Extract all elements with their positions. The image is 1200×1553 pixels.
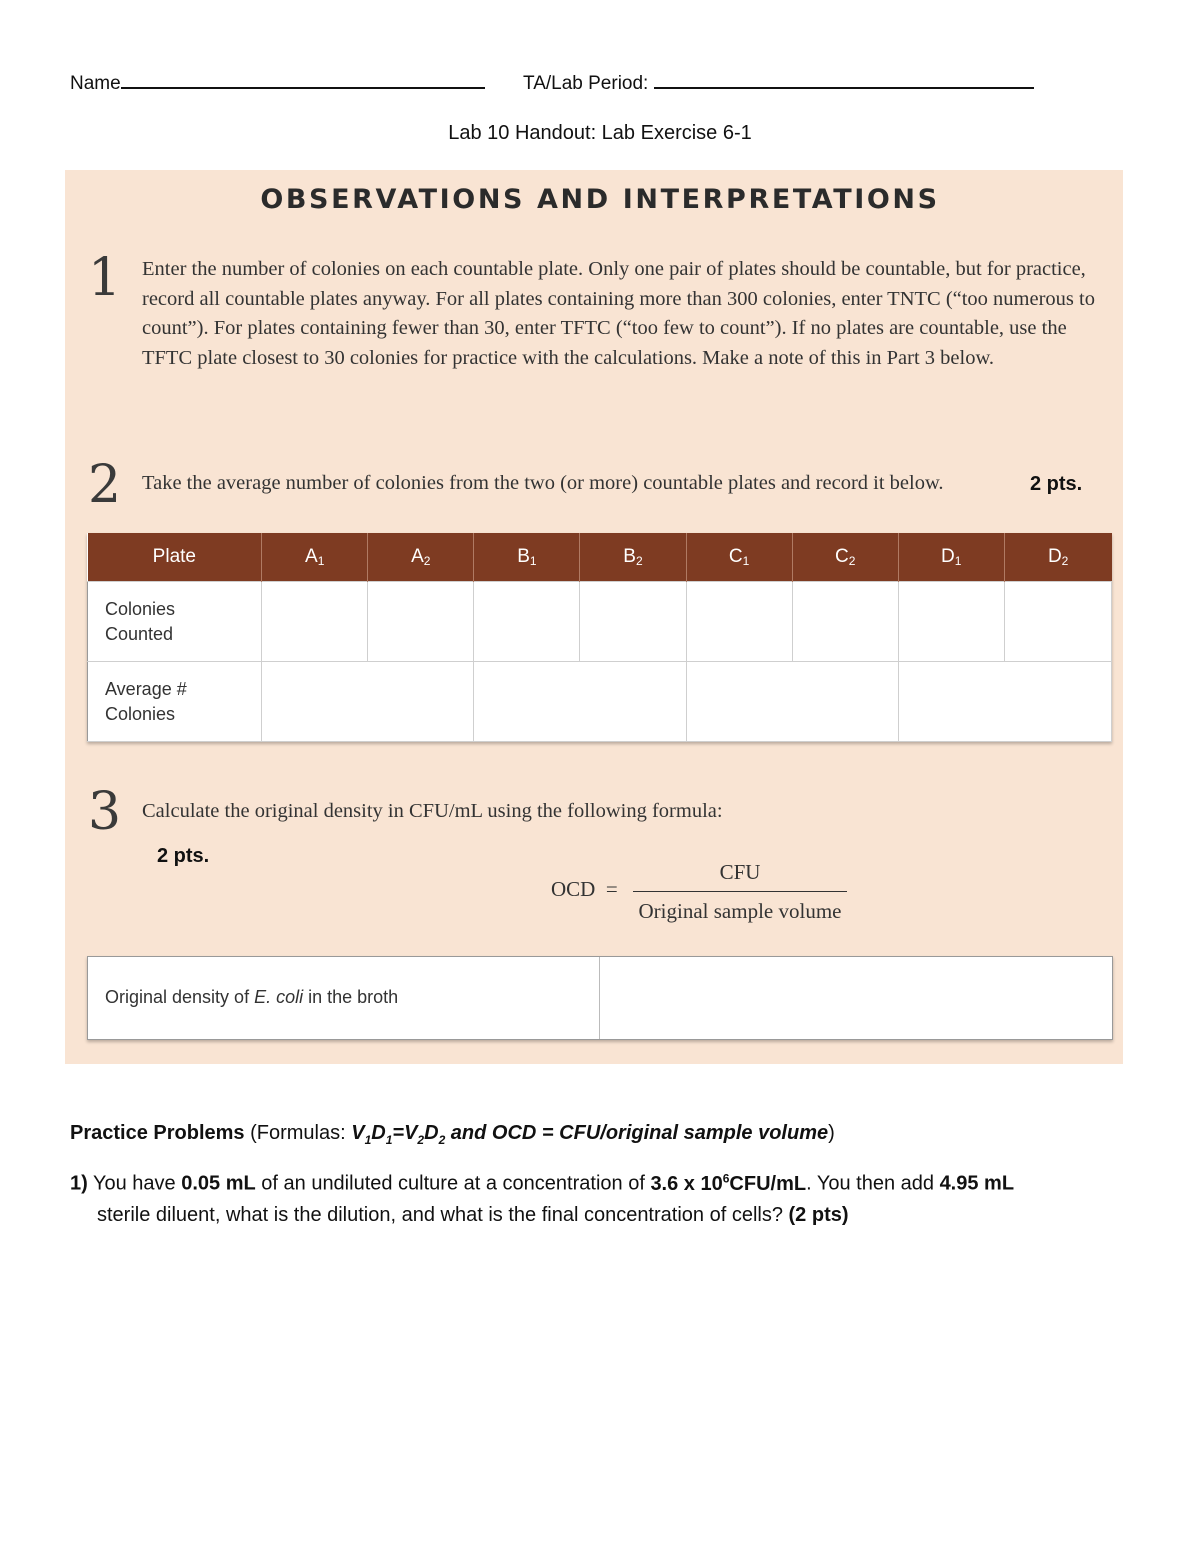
name-label: Name: [70, 73, 121, 94]
colonies-counted-label: Colonies Counted: [88, 582, 262, 662]
plate-d1-header: $D_1$: [898, 533, 1004, 582]
step-3-number: 3: [88, 782, 122, 842]
section-heading: OBSERVATIONS AND INTERPRETATIONS: [260, 184, 940, 215]
step-3-points: 2 pts.: [157, 845, 210, 867]
document-title: Lab 10 Handout: Lab Exercise 6-1: [448, 122, 752, 144]
plate-a2-header: $A_2$: [368, 533, 474, 582]
plate-d2-header: $D_2$: [1004, 533, 1111, 582]
table-row: [88, 662, 1112, 742]
count-cell-c1[interactable]: [686, 582, 792, 662]
practice-problem-1: 1) You have 0.05 mL of an undiluted culture at a concentration of 3.6 x $10^6CFU/mL$. You then add 4.95 mL sterile diluent, what is the dilution, and what is the final concentration of cells? (2 pts): [70, 1171, 1015, 1226]
ta-label: TA/Lab Period:: [523, 73, 649, 94]
formula-numerator: CFU: [719, 860, 761, 884]
formula-denominator: Original sample volume: [638, 899, 842, 923]
step-1-number: 1: [88, 248, 122, 308]
table-header-row: [88, 533, 1112, 582]
original-density-box: [87, 956, 1113, 1040]
plate-b1-header: $B_1$: [474, 533, 580, 582]
step-2-points: 2 pts.: [1030, 473, 1083, 495]
original-density-answer-cell[interactable]: [600, 957, 1112, 1039]
step-3-text: Calculate the original density in CFU/mL using the following formula:: [142, 800, 723, 822]
original-density-label: Original density of E. coli in the broth: [105, 987, 399, 1007]
step-2-number: 2: [88, 455, 122, 515]
ta-lab-period-field[interactable]: [523, 73, 1034, 95]
plate-c1-header: $C_1$: [686, 533, 792, 582]
plate-count-table: [87, 533, 1112, 742]
count-cell-d2[interactable]: [1004, 582, 1111, 662]
plate-c2-header: $C_2$: [792, 533, 898, 582]
average-colonies-label: Average # Colonies: [88, 662, 262, 742]
count-cell-a1[interactable]: [262, 582, 368, 662]
formula-lhs: OCD =: [551, 877, 618, 901]
average-cell-a[interactable]: [262, 662, 474, 742]
step-2-text: Take the average number of colonies from the two (or more) countable plates and record it below.: [142, 472, 944, 494]
fraction-bar: [633, 891, 847, 892]
plate-b2-header: $B_2$: [580, 533, 686, 582]
count-cell-a2[interactable]: [368, 582, 474, 662]
plate-a1-header: $A_1$: [262, 533, 368, 582]
count-cell-b2[interactable]: [580, 582, 686, 662]
count-cell-b1[interactable]: [474, 582, 580, 662]
name-blank-line[interactable]: [121, 87, 485, 89]
practice-problems-title: Practice Problems (Formulas: $V_1D_1=V_2D_2$ and OCD = CFU/original sample volume): [70, 1122, 835, 1147]
name-field[interactable]: [70, 73, 485, 95]
average-cell-b[interactable]: [474, 662, 686, 742]
table-row: [88, 582, 1112, 662]
count-cell-d1[interactable]: [898, 582, 1004, 662]
ta-blank-line[interactable]: [654, 87, 1034, 89]
plate-header: Plate: [88, 533, 262, 582]
average-cell-c[interactable]: [686, 662, 898, 742]
count-cell-c2[interactable]: [792, 582, 898, 662]
average-cell-d[interactable]: [898, 662, 1111, 742]
step-1-text: Enter the number of colonies on each countable plate. Only one pair of plates should be countable, but for practice, record all countable plates anyway. For all plates containing more than 300 colonies, enter TNTC (“too numerous to count”). For plates containing fewer than 30, enter TFTC (“too few to count”). If no plates are countable, use the TFTC plate closest to 30 colonies for practice with the calculations. Make a note of this in Part 3 below.: [142, 258, 1095, 369]
